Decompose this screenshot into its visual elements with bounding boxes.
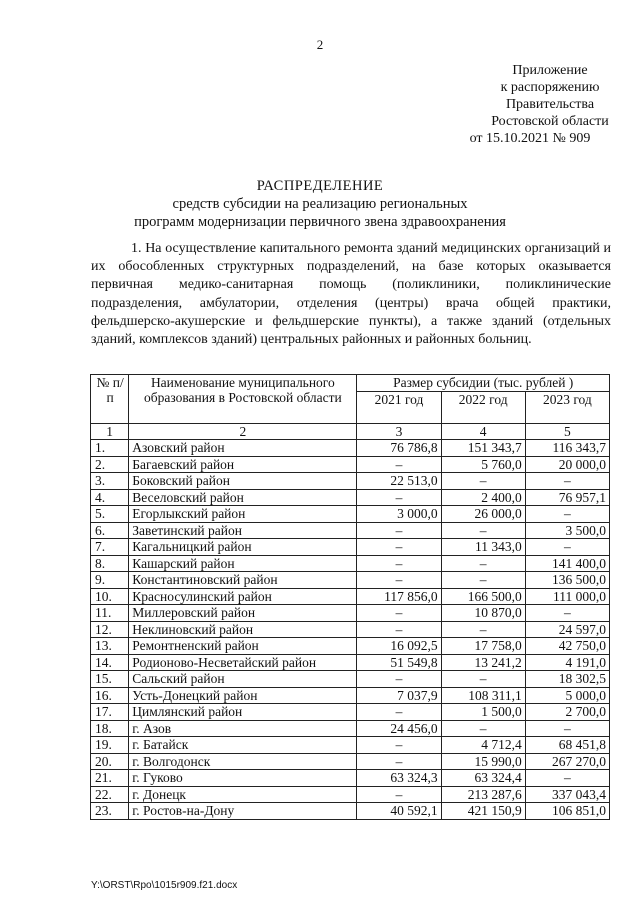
row-num: 18. <box>91 720 129 737</box>
value-2022: 108 311,1 <box>441 687 525 704</box>
title-line: средств субсидии на реализацию региональных <box>172 196 468 212</box>
value-2023: – <box>525 539 609 556</box>
municipality-name: Миллеровский район <box>129 605 357 622</box>
appendix-line: от 15.10.2021 № 909 <box>469 131 591 146</box>
value-2023: 5 000,0 <box>525 687 609 704</box>
value-2021: 76 786,8 <box>357 440 441 457</box>
value-2021: – <box>357 555 441 572</box>
header-num: № п/п <box>91 375 129 424</box>
value-2022: 166 500,0 <box>441 588 525 605</box>
value-2022: 15 990,0 <box>441 753 525 770</box>
value-2022: 17 758,0 <box>441 638 525 655</box>
value-2021: – <box>357 671 441 688</box>
table-row <box>91 671 610 688</box>
value-2023: 111 000,0 <box>525 588 609 605</box>
table-row <box>91 737 610 754</box>
row-num: 1. <box>91 440 129 457</box>
value-2023: 106 851,0 <box>525 803 609 820</box>
row-num: 17. <box>91 704 129 721</box>
value-2023: – <box>525 605 609 622</box>
row-num: 10. <box>91 588 129 605</box>
value-2021: – <box>357 621 441 638</box>
municipality-name: Веселовский район <box>129 489 357 506</box>
index-cell: 2 <box>129 423 357 440</box>
appendix-line: к распоряжению <box>500 80 600 95</box>
table-row <box>91 555 610 572</box>
value-2022: 26 000,0 <box>441 506 525 523</box>
value-2021: – <box>357 489 441 506</box>
municipality-name: Кашарский район <box>129 555 357 572</box>
appendix-line: Правительства <box>505 97 595 112</box>
municipality-name: г. Донецк <box>129 786 357 803</box>
row-num: 13. <box>91 638 129 655</box>
municipality-name: Цимлянский район <box>129 704 357 721</box>
value-2022: 1 500,0 <box>441 704 525 721</box>
value-2023: 3 500,0 <box>525 522 609 539</box>
table-row <box>91 638 610 655</box>
value-2023: 68 451,8 <box>525 737 609 754</box>
table-row <box>91 803 610 820</box>
row-num: 6. <box>91 522 129 539</box>
value-2021: – <box>357 786 441 803</box>
table-row <box>91 720 610 737</box>
index-cell: 3 <box>357 423 441 440</box>
value-2021: – <box>357 539 441 556</box>
row-num: 7. <box>91 539 129 556</box>
appendix-line: Ростовской области <box>491 114 609 129</box>
table-row <box>91 489 610 506</box>
value-2022: – <box>441 621 525 638</box>
document-title <box>0 177 640 231</box>
value-2022: – <box>441 473 525 490</box>
value-2021: 63 324,3 <box>357 770 441 787</box>
header-year: 2021 год <box>357 391 441 423</box>
value-2021: 3 000,0 <box>357 506 441 523</box>
table-row <box>91 753 610 770</box>
row-num: 12. <box>91 621 129 638</box>
value-2022: – <box>441 671 525 688</box>
value-2022: – <box>441 555 525 572</box>
row-num: 16. <box>91 687 129 704</box>
value-2023: 116 343,7 <box>525 440 609 457</box>
value-2021: – <box>357 572 441 589</box>
table-row <box>91 687 610 704</box>
appendix-block <box>380 62 630 147</box>
municipality-name: Ремонтненский район <box>129 638 357 655</box>
table-row <box>91 473 610 490</box>
value-2021: – <box>357 456 441 473</box>
row-num: 21. <box>91 770 129 787</box>
value-2023: 42 750,0 <box>525 638 609 655</box>
file-path-footer: Y:\ORST\Rpo\1015r909.f21.docx <box>91 880 238 891</box>
row-num: 14. <box>91 654 129 671</box>
value-2021: – <box>357 605 441 622</box>
municipality-name: Кагальницкий район <box>129 539 357 556</box>
municipality-name: Неклиновский район <box>129 621 357 638</box>
value-2021: – <box>357 522 441 539</box>
value-2021: – <box>357 704 441 721</box>
intro-paragraph <box>91 240 611 349</box>
index-cell: 5 <box>525 423 609 440</box>
row-num: 5. <box>91 506 129 523</box>
value-2023: 4 191,0 <box>525 654 609 671</box>
paragraph-text: 1. На осуществление капитального ремонта зданий медицинских организаций и их обособленных структурных подразделений, на базе которых оказывается первичная медико-санитарная помощь (поликлиники, поликлинические подразделения, амбулатории, отделения (центры) врача общей практики, фельдшерско-акушерские и фельдшерские пункты), а также зданий (отдельных зданий, комплексов зданий) центральных районных и районных больниц. <box>91 241 611 348</box>
table-row <box>91 786 610 803</box>
table-row <box>91 621 610 638</box>
municipality-name: Родионово-Несветайский район <box>129 654 357 671</box>
row-num: 9. <box>91 572 129 589</box>
value-2023: 20 000,0 <box>525 456 609 473</box>
value-2021: 16 092,5 <box>357 638 441 655</box>
table-row <box>91 654 610 671</box>
value-2023: 141 400,0 <box>525 555 609 572</box>
value-2021: 22 513,0 <box>357 473 441 490</box>
municipality-name: Азовский район <box>129 440 357 457</box>
value-2023: 337 043,4 <box>525 786 609 803</box>
municipality-name: Константиновский район <box>129 572 357 589</box>
value-2022: 421 150,9 <box>441 803 525 820</box>
value-2023: 24 597,0 <box>525 621 609 638</box>
row-num: 20. <box>91 753 129 770</box>
row-num: 15. <box>91 671 129 688</box>
municipality-name: г. Гуково <box>129 770 357 787</box>
row-num: 4. <box>91 489 129 506</box>
row-num: 8. <box>91 555 129 572</box>
value-2021: 7 037,9 <box>357 687 441 704</box>
value-2022: 4 712,4 <box>441 737 525 754</box>
value-2023: 76 957,1 <box>525 489 609 506</box>
table-row <box>91 588 610 605</box>
municipality-name: Красносулинский район <box>129 588 357 605</box>
municipality-name: Заветинский район <box>129 522 357 539</box>
table-row <box>91 704 610 721</box>
value-2022: 11 343,0 <box>441 539 525 556</box>
value-2022: – <box>441 572 525 589</box>
municipality-name: Багаевский район <box>129 456 357 473</box>
value-2023: – <box>525 506 609 523</box>
value-2023: – <box>525 720 609 737</box>
value-2022: – <box>441 522 525 539</box>
table-row <box>91 572 610 589</box>
header-year: 2023 год <box>525 391 609 423</box>
value-2023: – <box>525 473 609 490</box>
value-2022: 13 241,2 <box>441 654 525 671</box>
row-num: 2. <box>91 456 129 473</box>
municipality-name: г. Волгодонск <box>129 753 357 770</box>
column-index-row <box>91 423 610 440</box>
table-row <box>91 770 610 787</box>
appendix-line: Приложение <box>512 63 588 78</box>
title-main: РАСПРЕДЕЛЕНИЕ <box>256 178 384 194</box>
value-2021: 51 549,8 <box>357 654 441 671</box>
value-2021: 117 856,0 <box>357 588 441 605</box>
municipality-name: Боковский район <box>129 473 357 490</box>
table-row <box>91 605 610 622</box>
row-num: 11. <box>91 605 129 622</box>
value-2021: 40 592,1 <box>357 803 441 820</box>
table-row <box>91 522 610 539</box>
row-num: 3. <box>91 473 129 490</box>
header-year: 2022 год <box>441 391 525 423</box>
municipality-name: Сальский район <box>129 671 357 688</box>
row-num: 22. <box>91 786 129 803</box>
value-2021: – <box>357 737 441 754</box>
header-name: Наименование муниципального образования в Ростовской области <box>129 375 357 424</box>
value-2022: 2 400,0 <box>441 489 525 506</box>
table-body <box>91 423 610 819</box>
title-line: программ модернизации первичного звена здравоохранения <box>134 214 506 230</box>
value-2022: 151 343,7 <box>441 440 525 457</box>
value-2022: 213 287,6 <box>441 786 525 803</box>
row-num: 19. <box>91 737 129 754</box>
value-2022: 10 870,0 <box>441 605 525 622</box>
municipality-name: Усть-Донецкий район <box>129 687 357 704</box>
municipality-name: г. Азов <box>129 720 357 737</box>
value-2023: – <box>525 770 609 787</box>
value-2022: – <box>441 720 525 737</box>
value-2023: 2 700,0 <box>525 704 609 721</box>
value-2023: 267 270,0 <box>525 753 609 770</box>
value-2022: 63 324,4 <box>441 770 525 787</box>
page-number: 2 <box>316 37 324 52</box>
value-2021: – <box>357 753 441 770</box>
table-row <box>91 456 610 473</box>
index-cell: 4 <box>441 423 525 440</box>
table-row <box>91 440 610 457</box>
table-row <box>91 506 610 523</box>
value-2022: 5 760,0 <box>441 456 525 473</box>
row-num: 23. <box>91 803 129 820</box>
header-subsidy: Размер субсидии (тыс. рублей ) <box>357 375 610 392</box>
table-row <box>91 539 610 556</box>
distribution-table <box>90 374 610 820</box>
municipality-name: г. Батайск <box>129 737 357 754</box>
index-cell: 1 <box>91 423 129 440</box>
value-2023: 136 500,0 <box>525 572 609 589</box>
value-2023: 18 302,5 <box>525 671 609 688</box>
municipality-name: г. Ростов-на-Дону <box>129 803 357 820</box>
value-2021: 24 456,0 <box>357 720 441 737</box>
municipality-name: Егорлыкский район <box>129 506 357 523</box>
